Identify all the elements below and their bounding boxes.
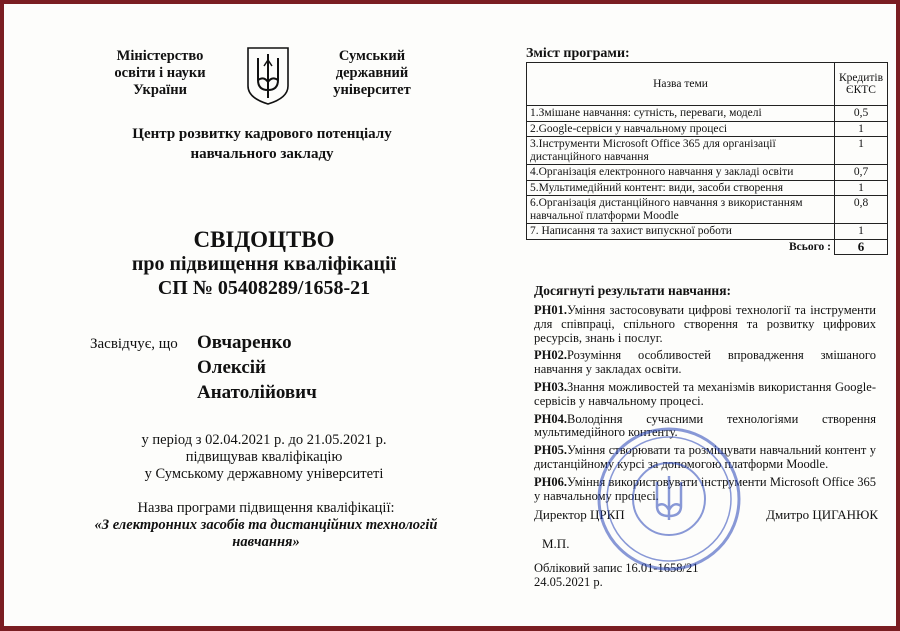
table-row — [527, 224, 888, 240]
period-block — [94, 432, 434, 483]
certifies-label: Засвідчує, що — [90, 336, 178, 352]
total-value: 6 — [835, 239, 888, 255]
table-row — [527, 106, 888, 122]
table-row — [527, 137, 888, 165]
program-label: Назва програми підвищення кваліфікації: — [137, 500, 395, 516]
topic-cell: 4.Організація електронного навчання у закладі освіти — [527, 165, 835, 181]
results-heading: Досягнуті результати навчання: — [534, 283, 732, 298]
result-text: Уміння застосовувати цифрові технології та інструменти для співпраці, спільного створення та розвитку цифрових ресурсів, знань і послуг. — [534, 303, 876, 345]
center-name: Центр розвитку кадрового потенціалу навчального закладу — [132, 126, 392, 162]
program-table — [526, 62, 888, 255]
period-line: у період з 02.04.2021 р. до 21.05.2021 р. — [141, 432, 387, 448]
result-text: Знання можливостей та механізмів використання Google-сервісів у навчальному процесі. — [534, 379, 876, 408]
program-block — [86, 500, 446, 551]
result-text: Уміння створювати та розміщувати навчальний контент у дистанційному курсі за допомогою платформи Moodle. — [534, 443, 876, 471]
holder-first-name: Олексій — [197, 357, 267, 378]
table-header-row — [527, 63, 888, 106]
table-row — [527, 165, 888, 181]
result-text: Розуміння особливостей впровадження змішаного навчання у закладах освіти. — [534, 348, 876, 377]
certificate-title-block — [84, 228, 444, 300]
credits-cell: 1 — [835, 121, 888, 137]
topic-cell: 6.Організація дистанційного навчання з використанням навчальної платформи Moodle — [527, 196, 835, 224]
holder-patronymic: Анатолійович — [197, 382, 317, 403]
result-code: РН03. — [534, 379, 567, 394]
registry-number: Обліковий запис 16.01-1658/21 — [534, 561, 699, 575]
topic-cell: 7. Написання та захист випускної роботи — [527, 224, 835, 240]
table-row — [527, 196, 888, 224]
result-text: Уміння використовувати інструменти Microsoft Office 365 у навчальному процесі. — [534, 474, 876, 503]
topic-cell: 3.Інструменти Microsoft Office 365 для організації дистанційного навчання — [527, 137, 835, 165]
result-code: РН02. — [534, 348, 567, 363]
official-seal-icon — [594, 424, 744, 574]
director-name: Дмитро ЦИГАНЮК — [766, 507, 878, 522]
certificate-subtitle: про підвищення кваліфікації — [131, 253, 397, 275]
content-heading: Зміст програми: — [526, 46, 630, 61]
director-label: Директор ЦРКП — [534, 507, 625, 522]
col-topic-header: Назва теми — [527, 63, 835, 106]
program-name: «З електронних засобів та дистанційних технологій навчання» — [94, 517, 438, 550]
result-text: Володіння сучасними технологіями створення мультимедійного контенту. — [534, 411, 876, 440]
certificate-title: СВІДОЦТВО — [193, 227, 335, 252]
result-code: РН06. — [534, 474, 567, 489]
certificate-sheet — [4, 4, 896, 626]
result-item — [534, 381, 876, 409]
result-item — [534, 349, 876, 377]
topic-cell: 2.Google-сервіси у навчальному процесі — [527, 121, 835, 137]
topic-cell: 5.Мультимедійний контент: види, засоби створення — [527, 180, 835, 196]
credits-cell: 0,5 — [835, 106, 888, 122]
result-code: РН04. — [534, 411, 567, 426]
credits-cell: 0,7 — [835, 165, 888, 181]
result-code: РН05. — [534, 443, 567, 458]
credits-cell: 1 — [835, 180, 888, 196]
table-row — [527, 180, 888, 196]
result-code: РН01. — [534, 303, 567, 317]
topic-cell: 1.Змішане навчання: сутність, переваги, моделі — [527, 106, 835, 122]
credits-cell: 1 — [835, 137, 888, 165]
holder-surname: Овчаренко — [197, 332, 292, 353]
credits-cell: 1 — [835, 224, 888, 240]
university-name: Сумський державний університет — [333, 48, 411, 98]
result-item — [534, 304, 876, 345]
total-label: Всього : — [527, 239, 835, 255]
table-row — [527, 121, 888, 137]
ministry-name: Міністерство освіти і науки України — [114, 48, 206, 98]
credits-cell: 0,8 — [835, 196, 888, 224]
total-row — [527, 239, 888, 255]
issue-date: 24.05.2021 р. — [534, 575, 603, 589]
holder-name — [197, 330, 317, 405]
certificate-number: СП № 05408289/1658-21 — [157, 277, 371, 299]
trident-emblem-icon — [244, 46, 292, 106]
institution-line: у Сумському державному університеті — [144, 466, 384, 482]
col-credits-header: Кредитів ЄКТС — [835, 63, 888, 106]
raised-line: підвищував кваліфікацію — [185, 449, 343, 465]
seal-place-label: М.П. — [542, 536, 570, 551]
